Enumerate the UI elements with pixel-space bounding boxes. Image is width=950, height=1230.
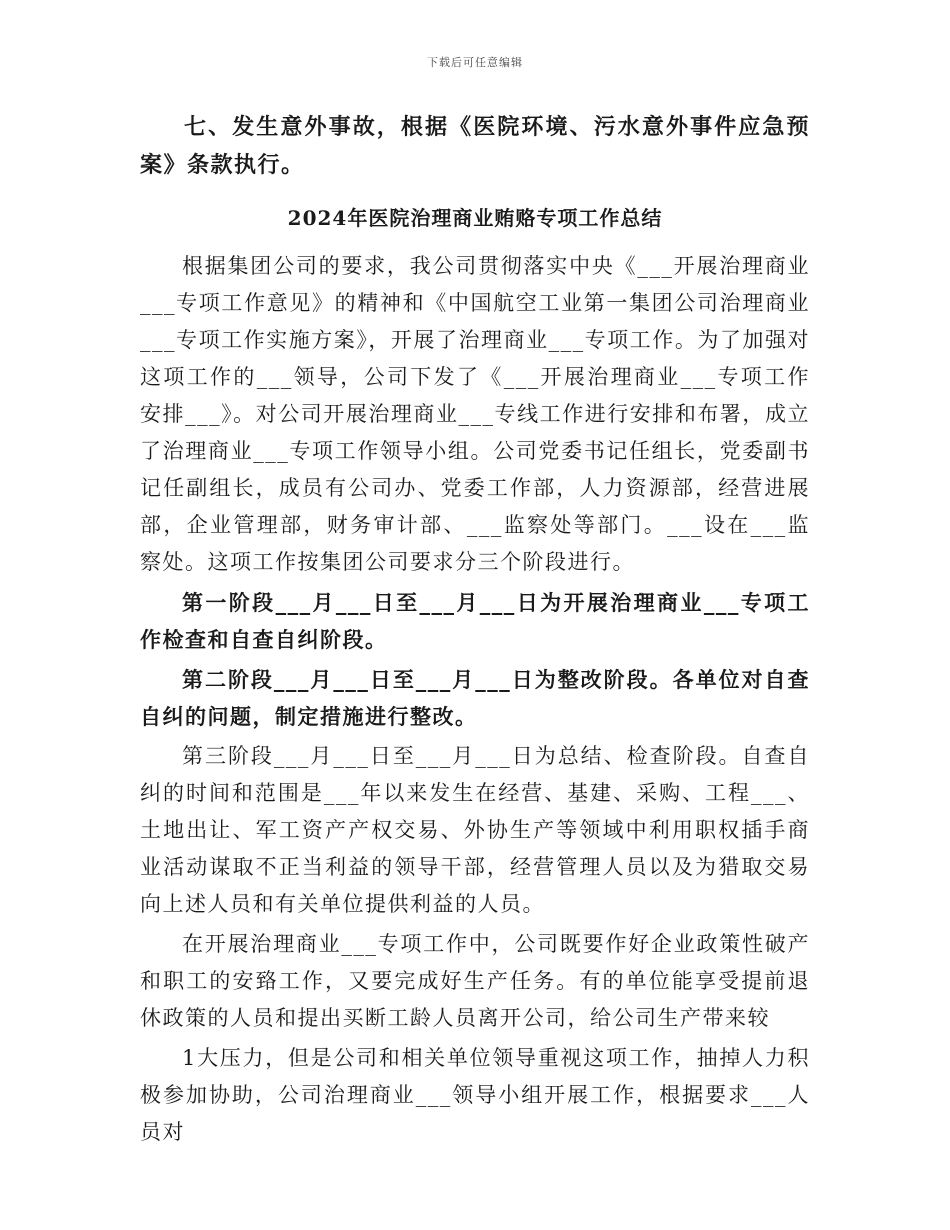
paragraph-4: 第三阶段___月___日至___月___日为总结、检查阶段。自查自纠的时间和范围是___年以来发生在经营、基建、采购、工程___、土地出让、军工资产产权交易、外协生产等领域中利用职权插手商业活动谋取不正当利益的领导干部，经营管理人员以及为猎取交易向上述人员和有关单位提供利益的人员。 <box>140 744 810 916</box>
header-note: 下载后可任意编辑 <box>427 56 523 69</box>
paragraph-3-bold: 第二阶段___月___日至___月___日为整改阶段。各单位对自查自纠的问题，制定措施进行整改。 <box>140 667 810 729</box>
paragraph-6: 1大压力，但是公司和相关单位领导重视这项工作，抽掉人力积极参加协助，公司治理商业___领导小组开展工作，根据要求___人员对 <box>140 1046 810 1144</box>
document-body <box>140 108 810 1151</box>
paragraph-2-bold: 第一阶段___月___日至___月___日为开展治理商业___专项工作检查和自查自纠阶段。 <box>140 590 810 652</box>
paragraph-5: 在开展治理商业___专项工作中，公司既要作好企业政策性破产和职工的安臵工作，又要完成好生产任务。有的单位能享受提前退休政策的人员和提出买断工龄人员离开公司，给公司生产带来较 <box>140 932 810 1030</box>
intro-bold-paragraph: 七、发生意外事故，根据《医院环境、污水意外事件应急预案》条款执行。 <box>140 114 810 178</box>
document-title: 2024年医院治理商业贿赂专项工作总结 <box>287 206 663 230</box>
paragraph-1: 根据集团公司的要求，我公司贯彻落实中央《___开展治理商业___专项工作意见》的精神和《中国航空工业第一集团公司治理商业___专项工作实施方案》，开展了治理商业___专项工作。为了加强对这项工作的___领导，公司下发了《___开展治理商业___专项工作安排___》。对公司开展治理商业___专线工作进行安排和布署，成立了治理商业___专项工作领导小组。公司党委书记任组长，党委副书记任副组长，成员有公司办、党委工作部，人力资源部，经营进展部，企业管理部，财务审计部、___监察处等部门。___设在___监察处。这项工作按集团公司要求分三个阶段进行。 <box>140 254 810 574</box>
